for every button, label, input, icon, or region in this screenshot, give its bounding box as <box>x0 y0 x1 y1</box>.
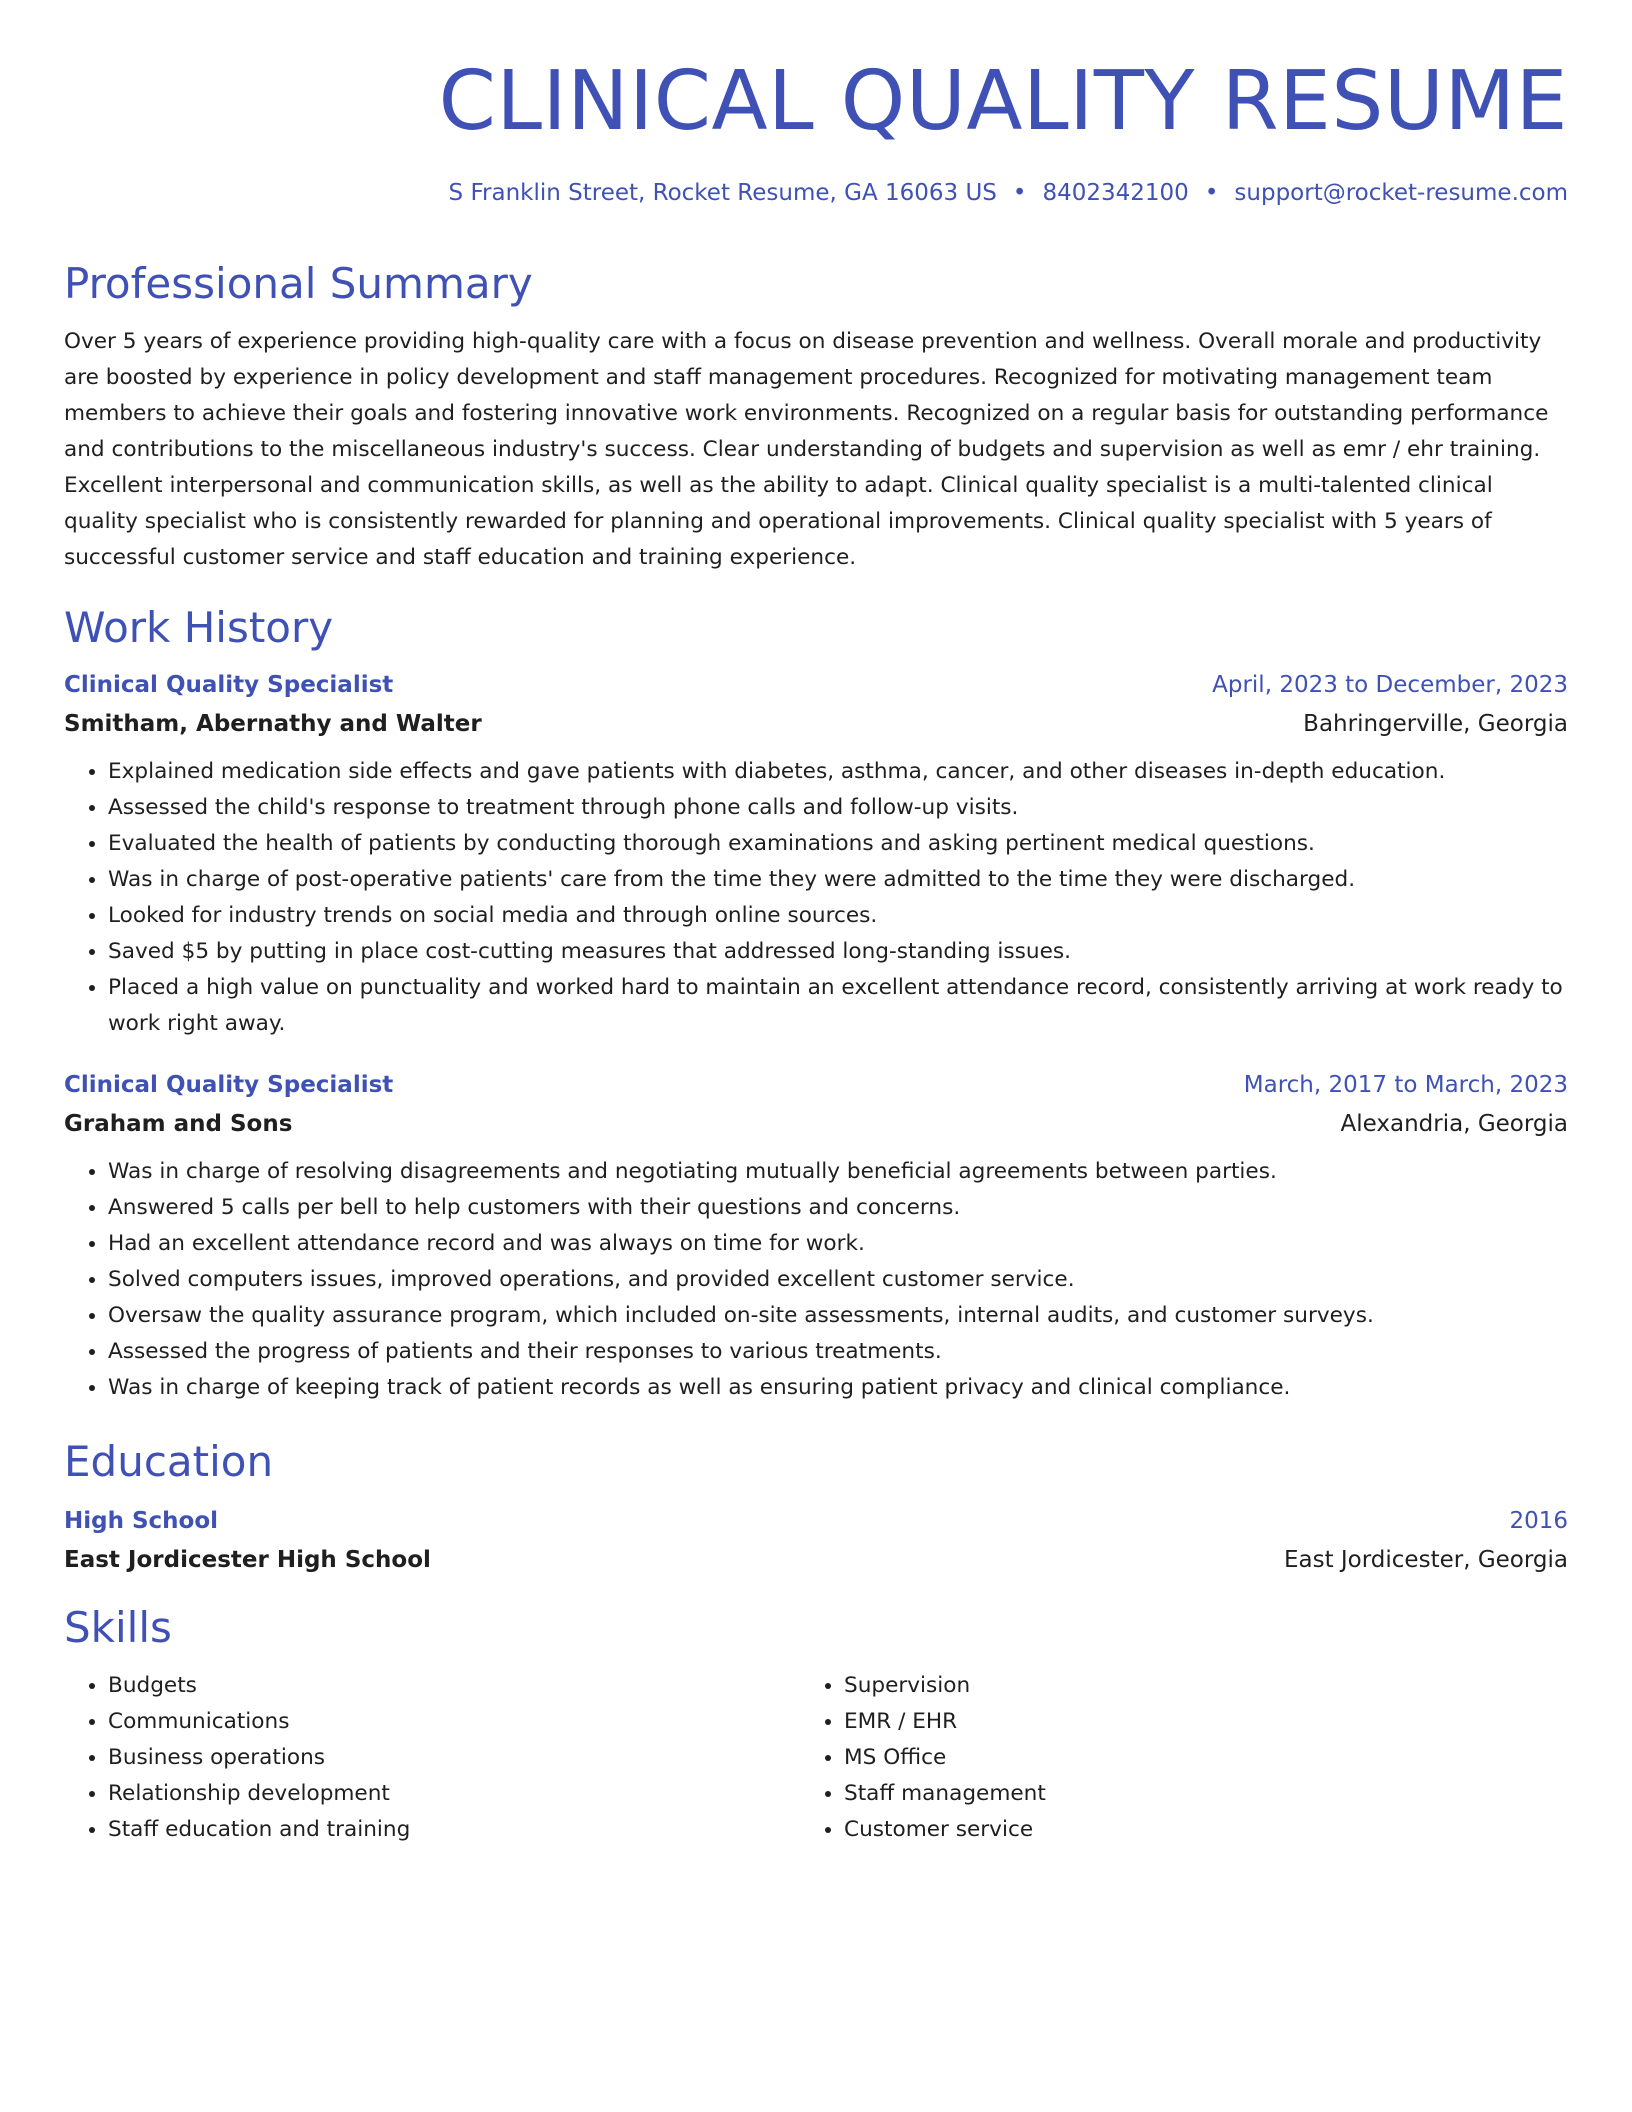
skill-item: • Supervision <box>844 1668 1536 1704</box>
job-bullet: • Was in charge of resolving disagreements and negotiating mutually beneficial agreements between parties. <box>108 1154 1568 1190</box>
job-bullet: • Saved $5 by putting in place cost-cutting measures that addressed long-standing issues. <box>108 934 1568 970</box>
skill-item: • Staff management <box>844 1776 1536 1812</box>
contact-phone: 8402342100 <box>1042 180 1189 206</box>
job-bullet: • Explained medication side effects and gave patients with diabetes, asthma, cancer, and other diseases in-depth education. <box>108 754 1568 790</box>
resume-title: CLINICAL QUALITY RESUME <box>438 54 1568 149</box>
contact-email: support@rocket-resume.com <box>1234 180 1568 206</box>
job-bullet: • Solved computers issues, improved operations, and provided excellent customer service. <box>108 1262 1568 1298</box>
job-employer-row <box>64 1104 1568 1144</box>
job-dates: March, 2017 to March, 2023 <box>1243 1072 1568 1098</box>
job-bullet-list <box>64 754 1568 1042</box>
job-bullet: • Evaluated the health of patients by conducting thorough examinations and asking pertinent medical questions. <box>108 826 1568 862</box>
skill-item: • EMR / EHR <box>844 1704 1536 1740</box>
job-bullet: • Answered 5 calls per bell to help customers with their questions and concerns. <box>108 1190 1568 1226</box>
job-bullet: • Was in charge of post-operative patients' care from the time they were admitted to the time they were discharged. <box>108 862 1568 898</box>
job-bullet: • Was in charge of keeping track of patient records as well as ensuring patient privacy and clinical compliance. <box>108 1370 1568 1406</box>
job-bullet: • Assessed the child's response to treatment through phone calls and follow-up visits. <box>108 790 1568 826</box>
contact-separator: • <box>1012 180 1027 206</box>
job-bullet: • Oversaw the quality assurance program, which included on-site assessments, internal audits, and customer surveys. <box>108 1298 1568 1334</box>
contact-separator: • <box>1204 180 1219 206</box>
job-bullet: • Placed a high value on punctuality and worked hard to maintain an excellent attendance record, consistently arriving at work ready to work right away. <box>108 970 1568 1042</box>
skill-item: • Business operations <box>108 1740 800 1776</box>
skills-list-right <box>800 1668 1536 1848</box>
skills-list-left <box>64 1668 800 1848</box>
skills-heading: Skills <box>64 1603 172 1652</box>
education-entry <box>64 1502 1568 1580</box>
education-school: East Jordicester High School <box>64 1547 431 1573</box>
education-year: 2016 <box>1509 1508 1568 1534</box>
education-header-row <box>64 1502 1568 1540</box>
education-location: East Jordicester, Georgia <box>1283 1547 1568 1573</box>
contact-line <box>64 178 1568 208</box>
skills-columns <box>64 1668 1568 1848</box>
skill-item: • MS Office <box>844 1740 1536 1776</box>
job-bullet: • Looked for industry trends on social media and through online sources. <box>108 898 1568 934</box>
job-dates: April, 2023 to December, 2023 <box>1212 672 1568 698</box>
education-school-row <box>64 1540 1568 1580</box>
job-header-row <box>64 666 1568 704</box>
job-bullet-list <box>64 1154 1568 1406</box>
job-bullet: • Had an excellent attendance record and was always on time for work. <box>108 1226 1568 1262</box>
summary-heading: Professional Summary <box>64 259 533 308</box>
skill-item: • Customer service <box>844 1812 1536 1848</box>
job-entry <box>64 1066 1568 1406</box>
job-location: Alexandria, Georgia <box>1340 1111 1568 1137</box>
job-header-row <box>64 1066 1568 1104</box>
job-title: Clinical Quality Specialist <box>64 672 394 698</box>
job-employer: Smitham, Abernathy and Walter <box>64 711 482 737</box>
summary-text: Over 5 years of experience providing high-quality care with a focus on disease prevention and wellness. Overall morale and productivity are boosted by experience in policy development and staff management procedures. Recognized for motivating management team members to achieve their goals and fostering innovative work environments. Recognized on a regular basis for outstanding performance and contributions to the miscellaneous industry's success. Clear understanding of budgets and supervision as well as emr / ehr training. Excellent interpersonal and communication skills, as well as the ability to adapt. Clinical quality specialist is a multi-talented clinical quality specialist who is consistently rewarded for planning and operational improvements. Clinical quality specialist with 5 years of successful customer service and staff education and training experience. <box>64 329 1549 570</box>
job-title: Clinical Quality Specialist <box>64 1072 394 1098</box>
job-entry <box>64 666 1568 1042</box>
skill-item: • Communications <box>108 1704 800 1740</box>
education-heading: Education <box>64 1437 274 1486</box>
skill-item: • Staff education and training <box>108 1812 800 1848</box>
skill-item: • Budgets <box>108 1668 800 1704</box>
job-location: Bahringerville, Georgia <box>1303 711 1568 737</box>
contact-address: S Franklin Street, Rocket Resume, GA 16063 US <box>448 180 997 206</box>
job-bullet: • Assessed the progress of patients and their responses to various treatments. <box>108 1334 1568 1370</box>
skill-item: • Relationship development <box>108 1776 800 1812</box>
job-employer-row <box>64 704 1568 744</box>
education-degree: High School <box>64 1508 219 1534</box>
work-history-heading: Work History <box>64 603 334 652</box>
job-employer: Graham and Sons <box>64 1111 293 1137</box>
